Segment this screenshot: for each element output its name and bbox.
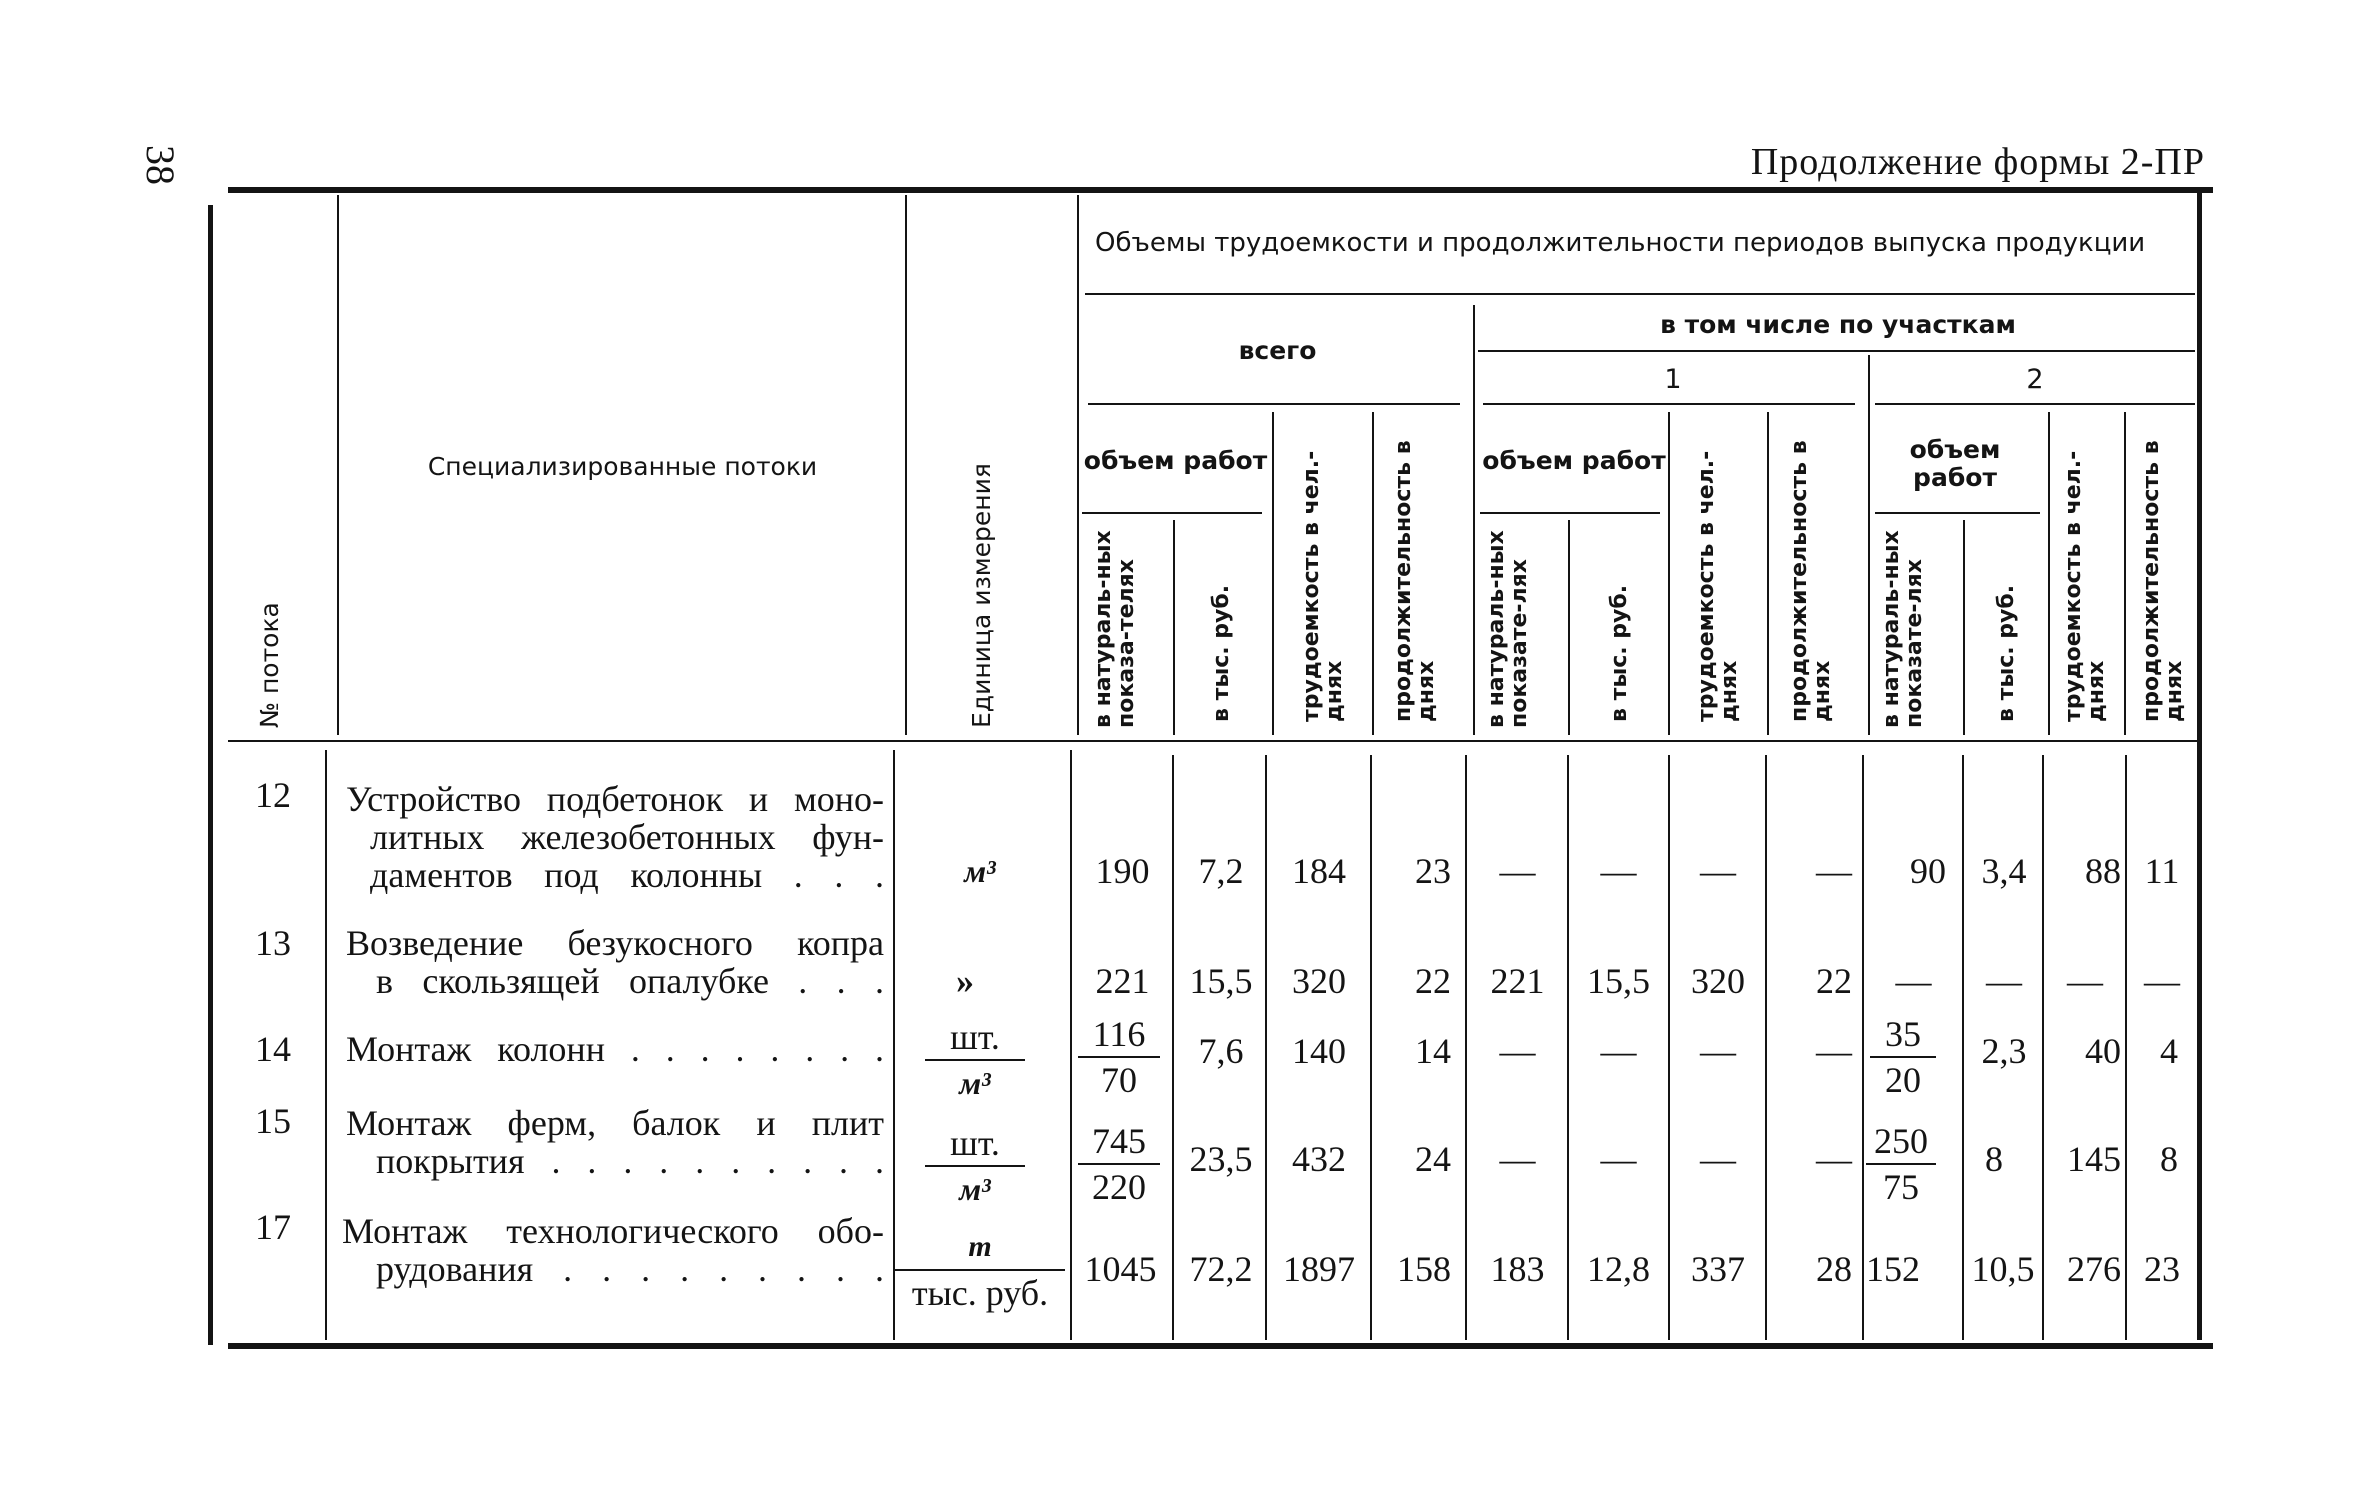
cell-s2-rub: 3,4 bbox=[1981, 851, 2027, 891]
cell-s2-days: 4 bbox=[2160, 1031, 2178, 1071]
cell-total-rub: 7,6 bbox=[1198, 1031, 1244, 1071]
name-line: Монтаж ферм, балок и плит bbox=[346, 1103, 884, 1143]
header-total-labor: трудоемкость в чел.-днях bbox=[1299, 450, 1347, 722]
cell-s2-labor: 276 bbox=[2067, 1249, 2121, 1289]
body-col-sep bbox=[1567, 755, 1569, 1340]
name-line: в скользящей опалубке . . . bbox=[376, 961, 884, 1001]
header-unit: Единица измерения bbox=[967, 463, 996, 728]
cell-s2-labor: — bbox=[2067, 961, 2103, 1001]
fraction-bar bbox=[925, 1165, 1025, 1167]
cell-s1-days: 22 bbox=[1816, 961, 1852, 1001]
cell-s2-rub: 8 bbox=[1985, 1139, 2003, 1179]
header-site2-duration: продолжительность в днях bbox=[2139, 440, 2187, 722]
cell-total-natural: 190 bbox=[1095, 851, 1150, 891]
form-caption: Продолжение формы 2-ПР bbox=[1750, 141, 2205, 183]
cell-s2-natural bbox=[1870, 1015, 1936, 1099]
cell-s2-days: 8 bbox=[2160, 1139, 2178, 1179]
cell-s2-days: — bbox=[2144, 961, 2180, 1001]
cell-s1-rub: — bbox=[1600, 1031, 1637, 1071]
table-left-rule bbox=[208, 205, 213, 1345]
unit-denominator: м³ bbox=[959, 1171, 991, 1207]
unit-denominator: тыс. руб. bbox=[911, 1273, 1049, 1313]
natural-numerator: 250 bbox=[1874, 1121, 1928, 1161]
cell-s1-rub: 15,5 bbox=[1587, 961, 1650, 1001]
cell-total-labor: 320 bbox=[1292, 961, 1346, 1001]
unit: м³ bbox=[964, 853, 996, 889]
cell-total-rub: 23,5 bbox=[1189, 1139, 1253, 1179]
header-streams: Специализированные потоки bbox=[427, 452, 818, 481]
cell-total-days: 23 bbox=[1415, 851, 1451, 891]
cell-s2-days: 11 bbox=[2144, 851, 2180, 891]
body-col-sep bbox=[1862, 755, 1864, 1340]
cell-s2-rub: — bbox=[1986, 961, 2022, 1001]
header-work-volume-site2: объем работ bbox=[1909, 435, 2001, 492]
table-row-no: 14 bbox=[255, 1029, 291, 1069]
cell-s1-rub: — bbox=[1600, 851, 1637, 891]
header-stream-no: № потока bbox=[255, 602, 284, 728]
header-site1-natural: в натураль-ных показате-лях bbox=[1484, 530, 1532, 728]
cell-total-natural: 221 bbox=[1095, 961, 1150, 1001]
cell-total-labor: 1897 bbox=[1283, 1249, 1355, 1289]
cell-total-days: 158 bbox=[1397, 1249, 1451, 1289]
table-top-rule bbox=[228, 187, 2213, 193]
unit-numerator: шт. bbox=[950, 1123, 1000, 1163]
cell-s1-natural: — bbox=[1499, 1139, 1536, 1179]
table-bottom-rule bbox=[228, 1343, 2213, 1349]
cell-s1-rub: — bbox=[1600, 1139, 1637, 1179]
col-sep bbox=[1173, 520, 1175, 735]
fraction-bar bbox=[1866, 1163, 1936, 1165]
table-row-name bbox=[346, 1104, 884, 1180]
cell-s1-natural: — bbox=[1499, 1031, 1536, 1071]
cell-s2-days: 23 bbox=[2144, 1249, 2180, 1289]
cell-s2-labor: 40 bbox=[2085, 1031, 2121, 1071]
cell-s2-natural: 152 bbox=[1866, 1249, 1920, 1289]
cell-s1-natural: 183 bbox=[1490, 1249, 1545, 1289]
cell-s2-natural bbox=[1866, 1122, 1936, 1206]
name-line: Монтаж технологического обо- bbox=[342, 1211, 884, 1251]
body-col-sep bbox=[1172, 755, 1174, 1340]
natural-numerator: 116 bbox=[1092, 1014, 1146, 1054]
cell-s2-labor: 145 bbox=[2067, 1139, 2121, 1179]
cell-total-natural bbox=[1078, 1015, 1160, 1099]
name-line: Возведение безукосного копра bbox=[346, 923, 884, 963]
cell-s2-rub: 2,3 bbox=[1981, 1031, 2027, 1071]
cell-s1-labor: 337 bbox=[1691, 1249, 1745, 1289]
natural-denominator: 20 bbox=[1885, 1060, 1921, 1100]
col-sep bbox=[905, 195, 907, 735]
header-by-sites: в том числе по участкам bbox=[1660, 310, 2016, 339]
col-sep bbox=[1568, 520, 1570, 735]
natural-numerator: 35 bbox=[1885, 1014, 1921, 1054]
body-col-sep bbox=[1465, 755, 1467, 1340]
header-site1-labor: трудоемкость в чел.-днях bbox=[1694, 450, 1742, 722]
hdr-rule bbox=[1875, 403, 2195, 405]
table-row-name bbox=[346, 1030, 884, 1068]
name-line: литных железобетонных фун- bbox=[370, 817, 884, 857]
hdr-rule bbox=[1483, 403, 1855, 405]
name-line: покрытия . . . . . . . . . . bbox=[376, 1141, 884, 1181]
hdr-rule bbox=[1875, 512, 2040, 514]
header-work-volume-site1: объем работ bbox=[1482, 446, 1666, 475]
cell-s1-labor: — bbox=[1700, 1139, 1736, 1179]
header-site1-rub: в тыс. руб. bbox=[1607, 584, 1632, 722]
fraction-bar bbox=[1870, 1056, 1936, 1058]
cell-total-labor: 184 bbox=[1292, 851, 1346, 891]
fraction-bar bbox=[1078, 1056, 1160, 1058]
cell-s1-natural: — bbox=[1499, 851, 1536, 891]
col-sep bbox=[1963, 520, 1965, 735]
unit-numerator: т bbox=[968, 1230, 992, 1263]
body-col-sep bbox=[1765, 755, 1767, 1340]
col-sep bbox=[337, 195, 339, 735]
natural-numerator: 745 bbox=[1092, 1121, 1146, 1161]
cell-total-natural bbox=[1078, 1122, 1160, 1206]
fraction-bar bbox=[1078, 1163, 1160, 1165]
cell-total-natural: 1045 bbox=[1084, 1249, 1157, 1289]
body-col-sep bbox=[2125, 755, 2127, 1340]
table-row-no: 15 bbox=[255, 1101, 291, 1141]
unit-fraction bbox=[925, 1018, 1025, 1102]
unit: » bbox=[956, 961, 974, 1001]
cell-total-days: 14 bbox=[1415, 1031, 1451, 1071]
natural-denominator: 75 bbox=[1883, 1167, 1919, 1207]
cell-total-days: 22 bbox=[1415, 961, 1451, 1001]
fraction-bar bbox=[925, 1059, 1025, 1061]
cell-s1-labor: — bbox=[1700, 851, 1736, 891]
cell-total-rub: 72,2 bbox=[1189, 1249, 1253, 1289]
body-col-sep bbox=[1070, 750, 1072, 1340]
cell-s2-labor: 88 bbox=[2085, 851, 2121, 891]
name-line: рудования . . . . . . . . . bbox=[376, 1249, 884, 1289]
table-row-no: 13 bbox=[255, 923, 291, 963]
cell-s2-rub: 10,5 bbox=[1971, 1249, 2035, 1289]
cell-s1-labor: — bbox=[1700, 1031, 1736, 1071]
header-site-2: 2 bbox=[2026, 364, 2044, 395]
unit-fraction bbox=[895, 1228, 1065, 1312]
col-sep bbox=[1868, 355, 1870, 735]
col-sep bbox=[2048, 412, 2050, 735]
cell-s1-labor: 320 bbox=[1691, 961, 1745, 1001]
cell-total-rub: 15,5 bbox=[1189, 961, 1253, 1001]
unit-denominator: м³ bbox=[959, 1065, 991, 1101]
col-sep bbox=[1473, 305, 1475, 735]
header-bottom-rule bbox=[228, 740, 2201, 742]
hdr-rule bbox=[1082, 512, 1262, 514]
page-number: 38 bbox=[138, 145, 183, 185]
cell-total-rub: 7,2 bbox=[1198, 851, 1244, 891]
col-sep bbox=[1372, 412, 1374, 735]
hdr-rule bbox=[1480, 512, 1660, 514]
body-col-sep bbox=[1370, 755, 1372, 1340]
hdr-rule bbox=[1478, 350, 2195, 352]
cell-s1-days: 28 bbox=[1816, 1249, 1852, 1289]
body-col-sep bbox=[1668, 755, 1670, 1340]
name-line: Устройство подбетонок и моно- bbox=[346, 779, 884, 819]
hdr-rule bbox=[1088, 403, 1460, 405]
cell-s1-days: — bbox=[1816, 1139, 1852, 1179]
table-row-name bbox=[346, 924, 884, 1000]
header-total-rub: в тыс. руб. bbox=[1209, 584, 1234, 722]
table-row-no: 17 bbox=[255, 1207, 291, 1247]
cell-total-labor: 140 bbox=[1292, 1031, 1346, 1071]
body-col-sep bbox=[325, 750, 327, 1340]
cell-s1-natural: 221 bbox=[1490, 961, 1545, 1001]
cell-total-days: 24 bbox=[1415, 1139, 1451, 1179]
hdr-rule bbox=[1085, 293, 2195, 295]
header-site1-duration: продолжительность в днях bbox=[1787, 440, 1835, 722]
header-site2-natural: в натураль-ных показате-лях bbox=[1879, 530, 1927, 728]
cell-s1-rub: 12,8 bbox=[1587, 1249, 1650, 1289]
header-site2-labor: трудоемкость в чел.-днях bbox=[2061, 450, 2109, 722]
header-total-duration: продолжительность в днях bbox=[1391, 440, 1439, 722]
natural-denominator: 70 bbox=[1101, 1060, 1137, 1100]
table-row-name bbox=[342, 1212, 884, 1288]
table-row-no: 12 bbox=[255, 775, 291, 815]
cell-s1-days: — bbox=[1816, 851, 1852, 891]
header-total: всего bbox=[1238, 336, 1317, 365]
cell-s2-natural: 90 bbox=[1910, 851, 1946, 891]
cell-total-labor: 432 bbox=[1292, 1139, 1346, 1179]
header-site2-rub: в тыс. руб. bbox=[1994, 584, 2019, 722]
table-row-name bbox=[346, 780, 884, 894]
header-site-1: 1 bbox=[1664, 364, 1682, 395]
col-sep bbox=[1767, 412, 1769, 735]
col-sep bbox=[2124, 412, 2126, 735]
cell-s1-days: — bbox=[1816, 1031, 1852, 1071]
cell-s2-natural: — bbox=[1895, 961, 1932, 1001]
header-work-volume-total: объем работ bbox=[1083, 446, 1268, 475]
name-line: Монтаж колонн . . . . . . . . bbox=[346, 1029, 884, 1069]
name-line: даментов под колонны . . . bbox=[370, 855, 884, 895]
natural-denominator: 220 bbox=[1092, 1167, 1146, 1207]
header-total-natural: в натураль-ных показа-телях bbox=[1091, 530, 1139, 728]
unit-fraction bbox=[925, 1124, 1025, 1208]
fraction-bar bbox=[895, 1269, 1065, 1271]
header-group-title: Объемы трудоемкости и продолжительности периодов выпуска продукции bbox=[1095, 228, 2146, 258]
unit-numerator: шт. bbox=[950, 1017, 1000, 1057]
